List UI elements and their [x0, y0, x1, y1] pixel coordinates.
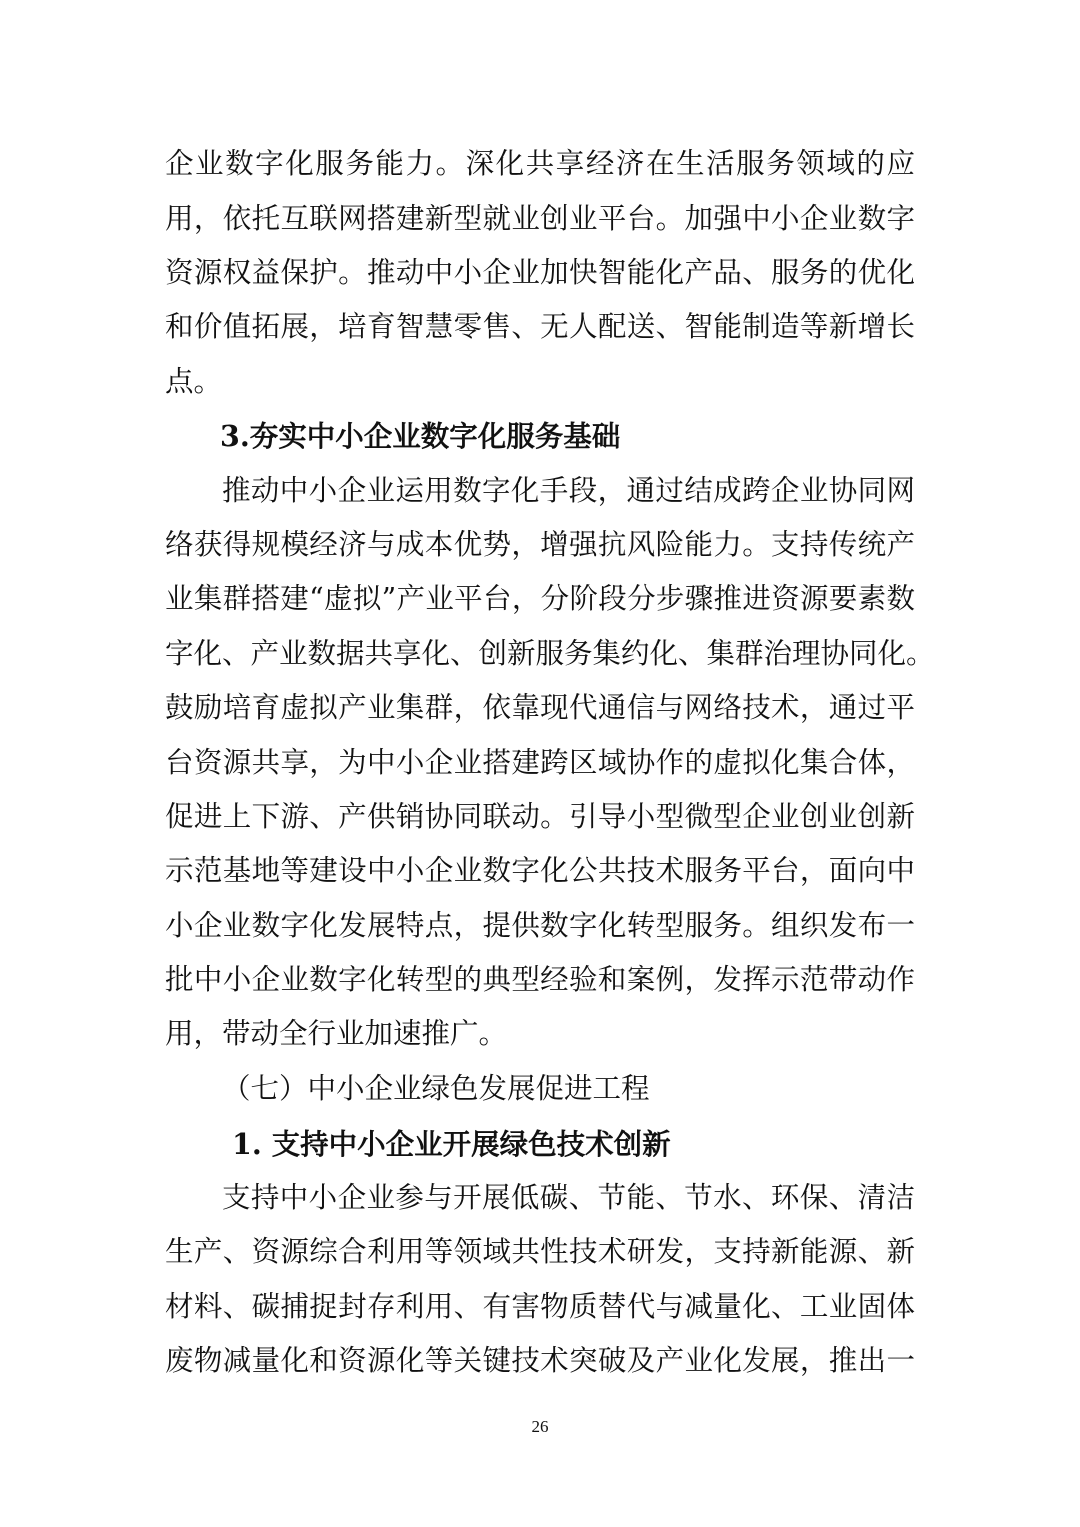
- paragraph-line: 和价值拓展，培育智慧零售、无人配送、智能制造等新增长: [165, 310, 915, 343]
- paragraph-line: 推动中小企业运用数字化手段，通过结成跨企业协同网: [222, 474, 915, 507]
- section-heading: 3.夯实中小企业数字化服务基础: [220, 419, 621, 453]
- paragraph-line: 支持中小企业参与开展低碳、节能、节水、环保、清洁: [222, 1181, 915, 1214]
- paragraph-line: 点。: [165, 365, 223, 398]
- chapter-heading: （七）中小企业绿色发展促进工程: [222, 1072, 650, 1105]
- page-number: 26: [531, 1417, 549, 1436]
- paragraph-line: 用，依托互联网搭建新型就业创业平台。加强中小企业数字: [165, 202, 915, 235]
- paragraph-line: 生产、资源综合利用等领域共性技术研发，支持新能源、新: [165, 1235, 915, 1268]
- paragraph-line: 台资源共享，为中小企业搭建跨区域协作的虚拟化集合体，: [165, 746, 915, 779]
- paragraph-line: 资源权益保护。推动中小企业加快智能化产品、服务的优化: [165, 256, 915, 289]
- paragraph-line: 批中小企业数字化转型的典型经验和案例，发挥示范带动作: [165, 963, 915, 996]
- paragraph-line: 鼓励培育虚拟产业集群，依靠现代通信与网络技术，通过平: [165, 691, 915, 724]
- paragraph-line: 小企业数字化发展特点，提供数字化转型服务。组织发布一: [165, 909, 915, 942]
- paragraph-line: 字化、产业数据共享化、创新服务集约化、集群治理协同化。: [165, 637, 935, 670]
- section-heading: 1. 支持中小企业开展绿色技术创新: [232, 1127, 671, 1161]
- paragraph-line: 材料、碳捕捉封存利用、有害物质替代与减量化、工业固体: [165, 1290, 915, 1323]
- paragraph-line: 示范基地等建设中小企业数字化公共技术服务平台，面向中: [165, 854, 915, 887]
- paragraph-line: 企业数字化服务能力。深化共享经济在生活服务领域的应: [165, 147, 915, 180]
- paragraph-line: 促进上下游、产供销协同联动。引导小型微型企业创业创新: [165, 800, 915, 833]
- paragraph-line: 业集群搭建“虚拟”产业平台，分阶段分步骤推进资源要素数: [165, 582, 915, 615]
- paragraph-line: 用，带动全行业加速推广。: [165, 1017, 508, 1050]
- paragraph-line: 废物减量化和资源化等关键技术突破及产业化发展，推出一: [165, 1344, 915, 1377]
- paragraph-line: 络获得规模经济与成本优势，增强抗风险能力。支持传统产: [165, 528, 915, 561]
